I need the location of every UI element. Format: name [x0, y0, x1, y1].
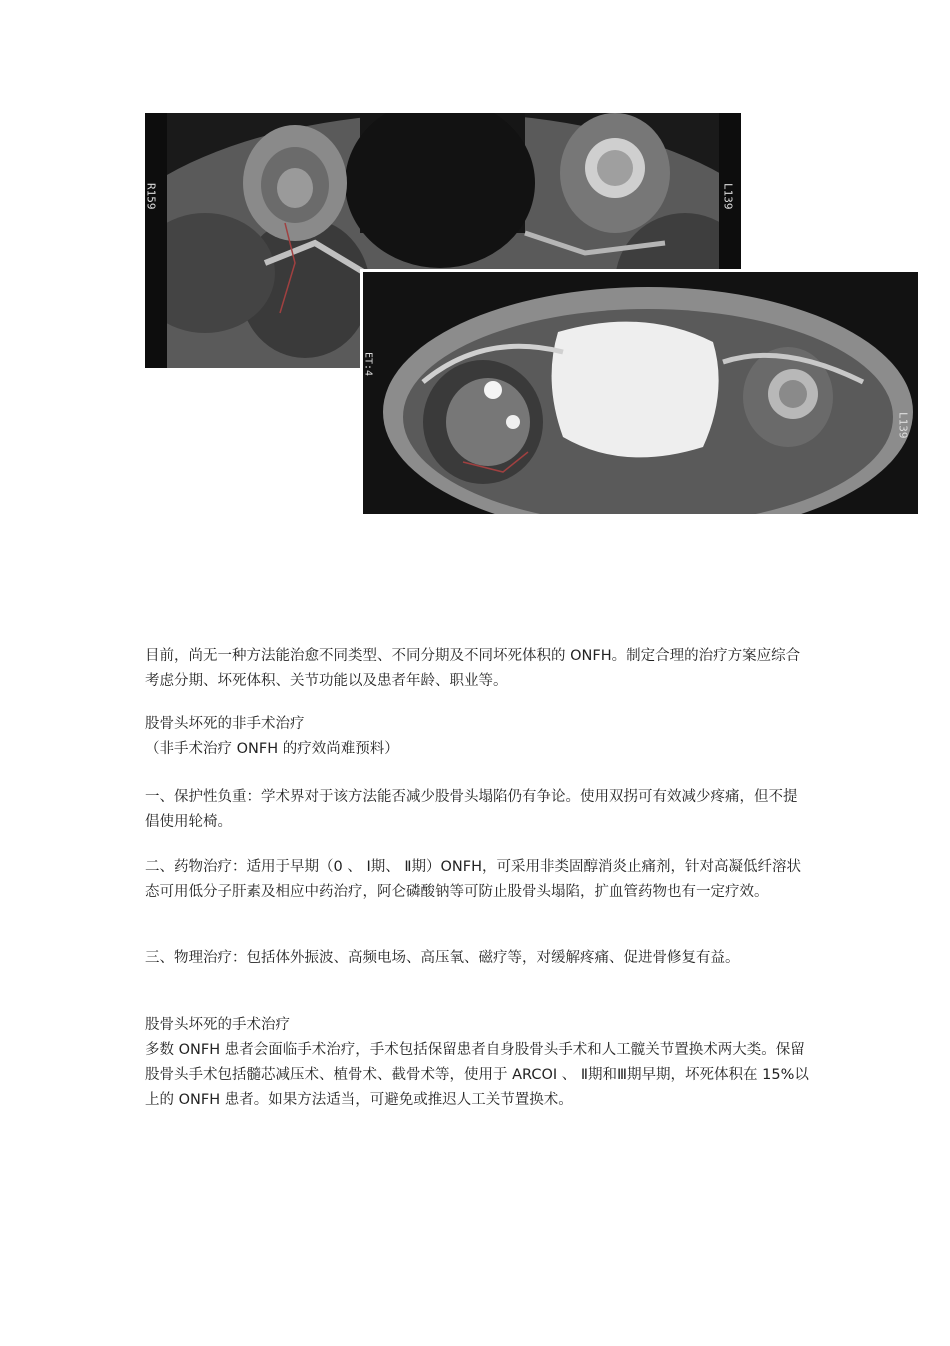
- surgical-heading: 股骨头坏死的手术治疗: [145, 1017, 290, 1033]
- mri-scan-bottom-graphic: [363, 272, 918, 514]
- image-label-right: L139: [721, 183, 735, 210]
- image-label-right-bottom: L139: [896, 412, 910, 439]
- image-label-left: R159: [145, 183, 158, 210]
- mri-figure: [145, 113, 915, 511]
- nonsurgical-subheading: （非手术治疗 ONFH 的疗效尚难预料）: [145, 741, 399, 757]
- mri-image-bottom: [360, 269, 918, 514]
- nonsurgical-heading: 股骨头坏死的非手术治疗: [145, 716, 305, 732]
- drug-therapy-paragraph: 二、药物治疗：适用于早期（0 、 Ⅰ期、 Ⅱ期）ONFH，可采用非类固醇消炎止痛剂，针对高凝低纤溶状态可用低分子肝素及相应中药治疗，阿仑磷酸钠等可防止股骨头塌陷，扩血管药物也有一定疗效。: [145, 859, 801, 900]
- surgical-paragraph: 多数 ONFH 患者会面临手术治疗，手术包括保留患者自身股骨头手术和人工髋关节置换术两大类。保留股骨头手术包括髓芯减压术、植骨术、截骨术等，使用于 ARCOI 、 Ⅱ期和Ⅲ期早期，坏死体积在 15%以上的 ONFH 患者。如果方法适当，可避免或推迟人工关节置换术。: [145, 1042, 809, 1108]
- protective-weight-paragraph: 一、保护性负重：学术界对于该方法能否减少股骨头塌陷仍有争论。使用双拐可有效减少疼痛，但不提倡使用轮椅。: [145, 789, 798, 830]
- physical-therapy-paragraph: 三、物理治疗：包括体外振波、高频电场、高压氧、磁疗等，对缓解疼痛、促进骨修复有益。: [145, 950, 740, 966]
- image-label-left-bottom: ET:4: [363, 352, 374, 377]
- intro-paragraph: 目前，尚无一种方法能治愈不同类型、不同分期及不同坏死体积的 ONFH。制定合理的治疗方案应综合考虑分期、坏死体积、关节功能以及患者年龄、职业等。: [145, 648, 801, 689]
